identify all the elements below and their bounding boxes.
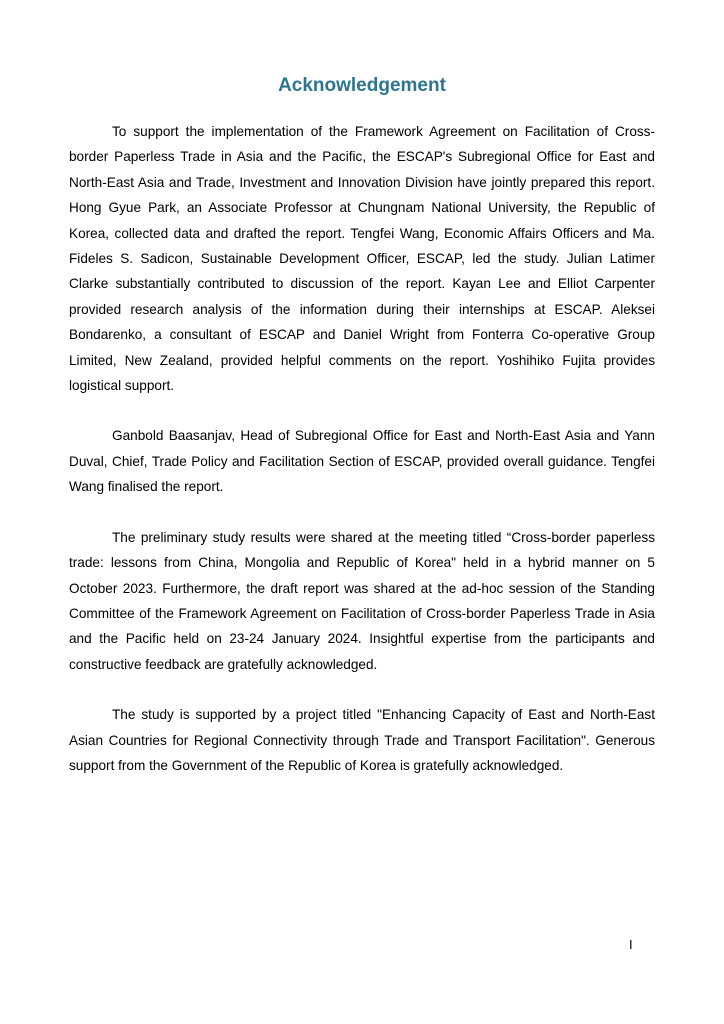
page-title: Acknowledgement <box>278 75 446 96</box>
paragraph-guidance: Ganbold Baasanjav, Head of Subregional Office for East and North-East Asia and Yann Duval, Chief, Trade Policy and Facilitation Section of ESCAP, provided overall guidance. Tengfei Wang finalised the report. <box>69 428 655 495</box>
document-body <box>69 119 655 803</box>
paragraph-project-team: To support the implementation of the Framework Agreement on Facilitation of Cross-border Paperless Trade in Asia and the Pacific, the ESCAP's Subregional Office for East and North-East Asia and Trade, Investment and Innovation Division have jointly prepared this report. Hong Gyue Park, an Associate Professor at Chungnam National University, the Republic of Korea, collected data and drafted the report. Tengfei Wang, Economic Affairs Officers and Ma. Fideles S. Sadicon, Sustainable Development Officer, ESCAP, led the study. Julian Latimer Clarke substantially contributed to discussion of the report. Kayan Lee and Elliot Carpenter provided research analysis of the information during their internships at ESCAP. Aleksei Bondarenko, a consultant of ESCAP and Daniel Wright from Fonterra Co-operative Group Limited, New Zealand, provided helpful comments on the report. Yoshihiko Fujita provides logistical support. <box>69 124 655 394</box>
page-number: I <box>629 937 633 952</box>
paragraph-study-results: The preliminary study results were shared at the meeting titled “Cross-border paperless trade: lessons from China, Mongolia and Republic of Korea" held in a hybrid manner on 5 October 2023. Furthermore, the draft report was shared at the ad-hoc session of the Standing Committee of the Framework Agreement on Facilitation of Cross-border Paperless Trade in Asia and the Pacific held on 23-24 January 2024. Insightful expertise from the participants and constructive feedback are gratefully acknowledged. <box>69 529 655 672</box>
paragraph-project-support: The study is supported by a project titled "Enhancing Capacity of East and North-East Asian Countries for Regional Connectivity through Trade and Transport Facilitation". Generous support from the Government of the Republic of Korea is gratefully acknowledged. <box>69 707 655 773</box>
